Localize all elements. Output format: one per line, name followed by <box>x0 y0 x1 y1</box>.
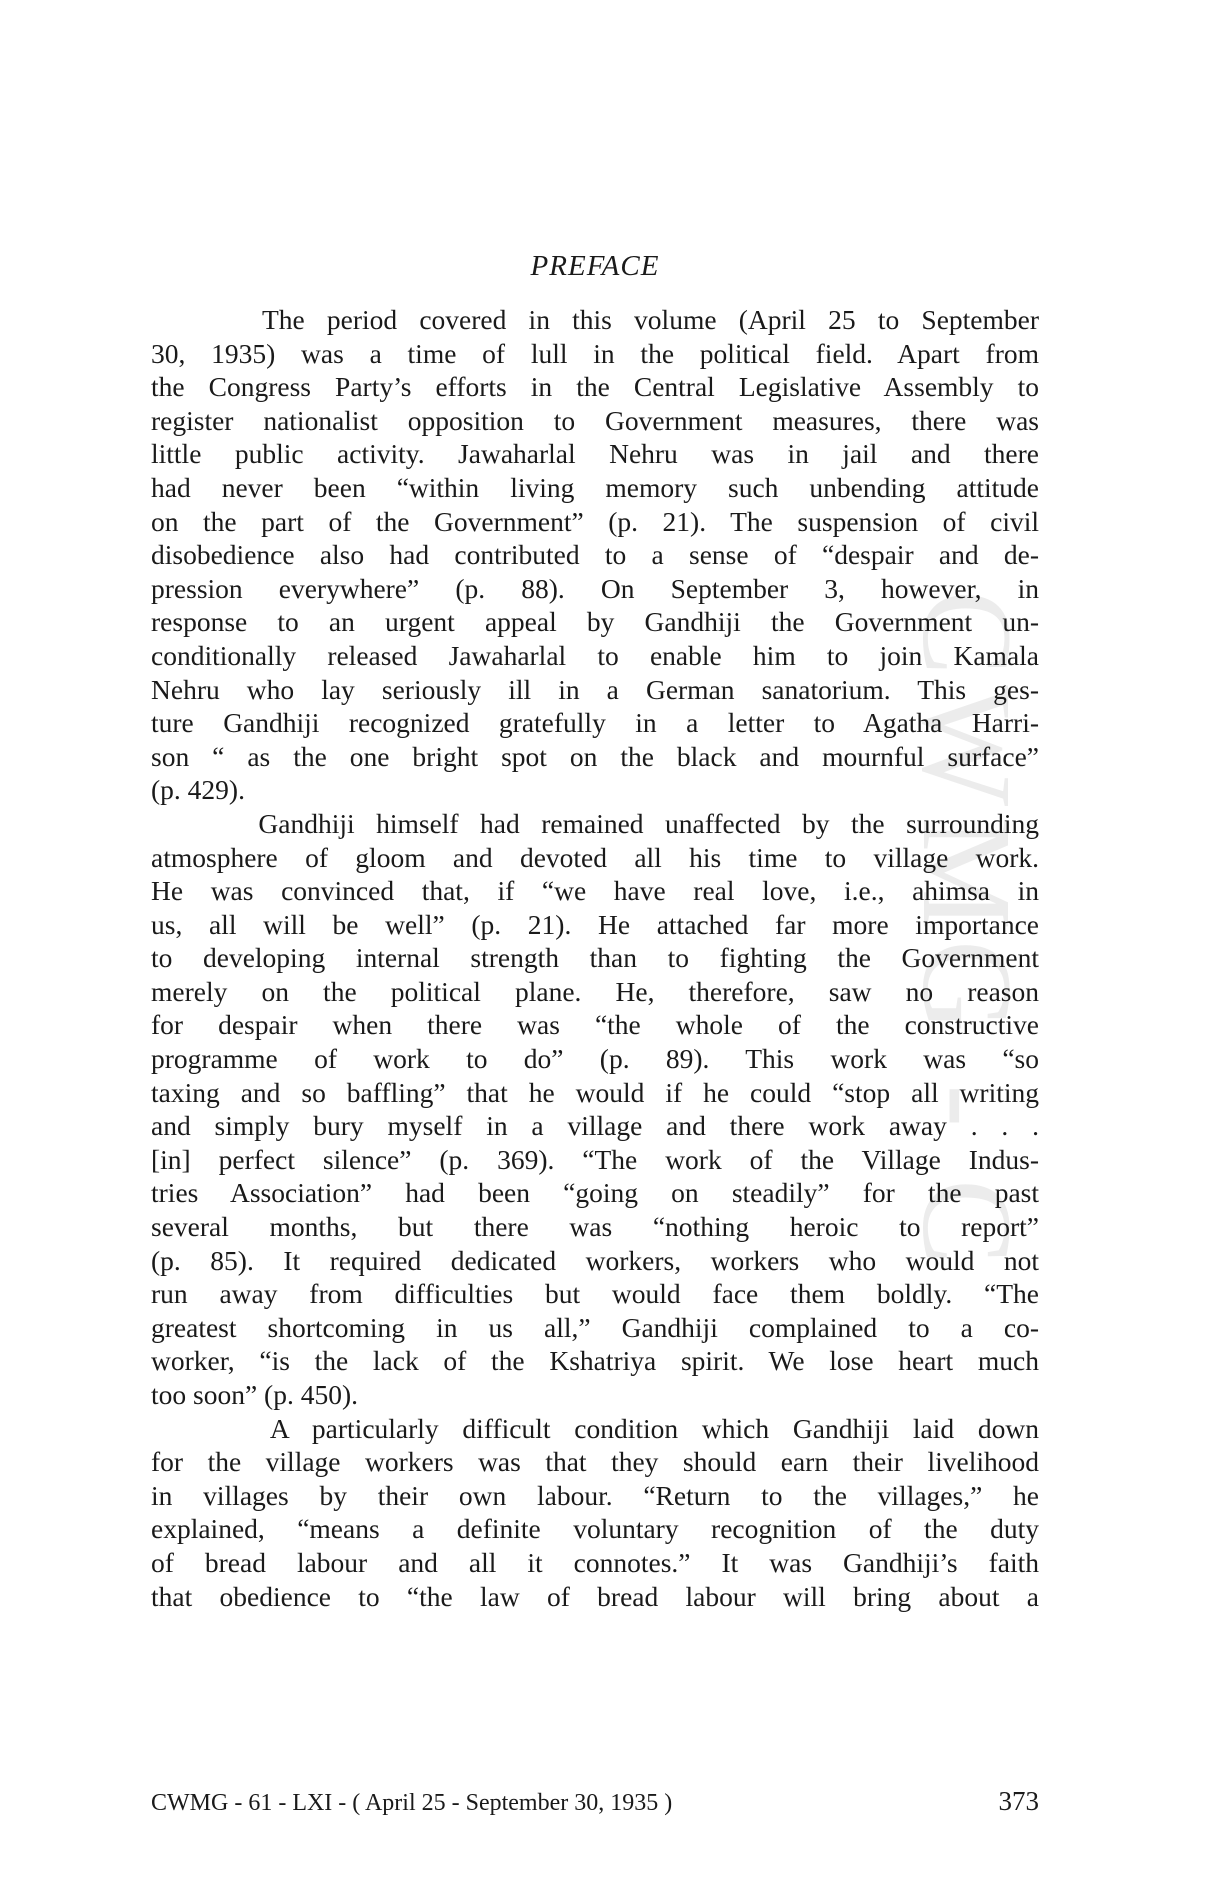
text-line: for despair when there was “the whole of the constructive <box>151 1009 1039 1041</box>
page-footer <box>151 1786 1039 1817</box>
text-line: conditionally released Jawaharlal to enable him to join Kamala <box>151 639 1039 671</box>
text-line: to developing internal strength than to fighting the Government <box>151 942 1039 974</box>
text-line: The period covered in this volume (April 25 to September <box>151 304 1039 335</box>
text-line: atmosphere of gloom and devoted all his time to village work. <box>151 841 1039 873</box>
text-line: programme of work to do” (p. 89). This work was “so <box>151 1043 1039 1075</box>
text-line: us, all will be well” (p. 21). He attached far more importance <box>151 908 1039 940</box>
text-line: little public activity. Jawaharlal Nehru was in jail and there <box>151 438 1039 470</box>
text-line: had never been “within living memory such unbending attitude <box>151 471 1039 503</box>
text-line: disobedience also had contributed to a sense of “despair and de- <box>151 539 1039 571</box>
page-body <box>151 250 1039 1613</box>
paragraph <box>151 1412 1039 1614</box>
text-line: run away from difficulties but would face them boldly. “The <box>151 1278 1039 1310</box>
text-line: 30, 1935) was a time of lull in the political field. Apart from <box>151 337 1039 369</box>
text-line: Nehru who lay seriously ill in a German sanatorium. This ges- <box>151 673 1039 705</box>
text-line: Gandhiji himself had remained unaffected by the surrounding <box>151 807 1039 839</box>
text-line: and simply bury myself in a village and there work away . . . <box>151 1110 1039 1142</box>
text-line: taxing and so baffling” that he would if he could “stop all writing <box>151 1076 1039 1108</box>
text-line: of bread labour and all it connotes.” It was Gandhiji’s faith <box>151 1546 1039 1578</box>
text-line: worker, “is the lack of the Kshatriya spirit. We lose heart much <box>151 1345 1039 1377</box>
text-line: merely on the political plane. He, therefore, saw no reason <box>151 975 1039 1007</box>
text-line: [in] perfect silence” (p. 369). “The work of the Village Indus- <box>151 1143 1039 1175</box>
text-line: pression everywhere” (p. 88). On September 3, however, in <box>151 572 1039 604</box>
text-line: (p. 429). <box>151 774 245 806</box>
page-number: 373 <box>998 1786 1039 1816</box>
text-line: A particularly difficult condition which Gandhiji laid down <box>151 1412 1039 1444</box>
text-line: for the village workers was that they should earn their livelihood <box>151 1446 1039 1478</box>
text-line: explained, “means a definite voluntary recognition of the duty <box>151 1513 1039 1545</box>
text-line: greatest shortcoming in us all,” Gandhiji complained to a co- <box>151 1311 1039 1343</box>
text-line: in villages by their own labour. “Return to the villages,” he <box>151 1479 1039 1511</box>
paragraph <box>151 303 1039 807</box>
text-line: on the part of the Government” (p. 21). The suspension of civil <box>151 505 1039 537</box>
text-line: tries Association” had been “going on steadily” for the past <box>151 1177 1039 1209</box>
text-line: register nationalist opposition to Government measures, there was <box>151 404 1039 436</box>
paragraph <box>151 807 1039 1412</box>
text-line: several months, but there was “nothing heroic to report” <box>151 1211 1039 1243</box>
text-line: the Congress Party’s efforts in the Central Legislative Assembly to <box>151 371 1039 403</box>
text-line: that obedience to “the law of bread labour will bring about a <box>151 1580 1039 1612</box>
footer-volume-info: CWMG - 61 - LXI - ( April 25 - September 30, 1935 ) <box>151 1790 673 1816</box>
text-line: response to an urgent appeal by Gandhiji the Government un- <box>151 606 1039 638</box>
text-line: ture Gandhiji recognized gratefully in a letter to Agatha Harri- <box>151 707 1039 739</box>
watermark: CWMG - C <box>896 590 1038 1275</box>
text-line: (p. 85). It required dedicated workers, workers who would not <box>151 1244 1039 1276</box>
preface-text <box>151 303 1039 1613</box>
text-line: He was convinced that, if “we have real love, i.e., ahimsa in <box>151 875 1039 907</box>
page-title: PREFACE <box>530 250 660 282</box>
text-line: son “ as the one bright spot on the black and mournful surface” <box>151 740 1039 772</box>
text-line: too soon” (p. 450). <box>151 1379 358 1410</box>
